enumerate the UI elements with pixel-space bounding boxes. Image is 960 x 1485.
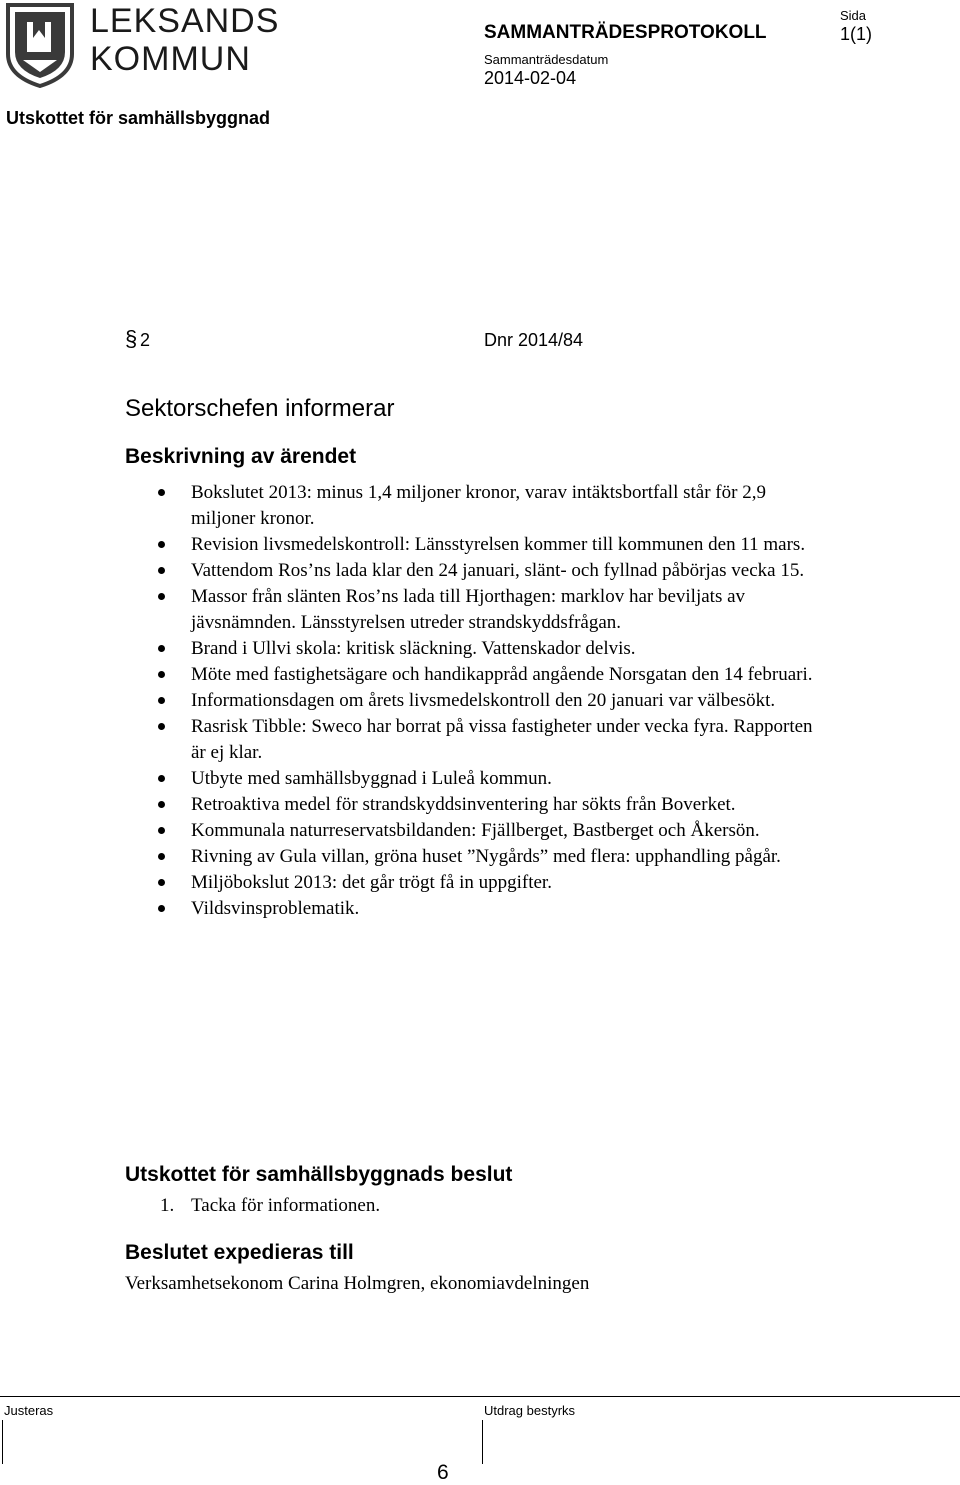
description-list	[125, 480, 815, 922]
document-type: SAMMANTRÄDESPROTOKOLL	[484, 22, 767, 43]
committee-name: Utskottet för samhällsbyggnad	[6, 108, 271, 128]
bullet-icon	[158, 541, 165, 548]
bullet-icon	[158, 827, 165, 834]
bullet-icon	[158, 697, 165, 704]
bullet-icon	[158, 775, 165, 782]
distribution-heading: Beslutet expedieras till	[125, 1241, 354, 1264]
bullet-icon	[158, 645, 165, 652]
list-item: Miljöbokslut 2013: det går trögt få in uppgifter.	[125, 870, 815, 896]
list-item: Vildsvinsproblematik.	[125, 896, 815, 922]
decision-number: 1.	[160, 1195, 175, 1216]
bullet-icon	[158, 879, 165, 886]
decision-heading: Utskottet för samhällsbyggnads beslut	[125, 1163, 513, 1186]
bullet-icon	[158, 853, 165, 860]
signature-box-left	[2, 1420, 3, 1464]
list-item: Rasrisk Tibble: Sweco har borrat på vissa fastigheter under vecka fyra. Rapporten är ej klar.	[125, 714, 815, 766]
bullet-icon	[158, 567, 165, 574]
list-item: Brand i Ullvi skola: kritisk släckning. Vattenskador delvis.	[125, 636, 815, 662]
list-item: Vattendom Ros’ns lada klar den 24 januari, slänt- och fyllnad påbörjas vecka 15.	[125, 558, 815, 584]
case-number: Dnr 2014/84	[484, 330, 584, 350]
footer-label-justeras: Justeras	[4, 1403, 54, 1418]
bullet-icon	[158, 801, 165, 808]
signature-box-right	[482, 1420, 483, 1464]
list-item: Bokslutet 2013: minus 1,4 miljoner kronor, varav intäktsbortfall står för 2,9 miljoner kronor.	[125, 480, 815, 532]
bullet-icon	[158, 671, 165, 678]
distribution-recipient: Verksamhetsekonom Carina Holmgren, ekonomiavdelningen	[125, 1273, 590, 1294]
item-title: Sektorschefen informerar	[125, 395, 395, 422]
logo-line-1: LEKSANDS	[90, 2, 280, 40]
footer-divider	[0, 1396, 960, 1397]
list-item: Revision livsmedelskontroll: Länsstyrelsen kommer till kommunen den 11 mars.	[125, 532, 815, 558]
logo-line-2: KOMMUN	[90, 40, 251, 78]
list-item: Retroaktiva medel för strandskyddsinventering har sökts från Boverket.	[125, 792, 815, 818]
meeting-date-label: Sammanträdesdatum	[484, 52, 609, 67]
bullet-icon	[158, 489, 165, 496]
list-item: Informationsdagen om årets livsmedelskontroll den 20 januari var välbesökt.	[125, 688, 815, 714]
bullet-icon	[158, 593, 165, 600]
footer-label-utdrag: Utdrag bestyrks	[484, 1403, 576, 1418]
description-heading: Beskrivning av ärendet	[125, 445, 357, 468]
paragraph-number: 2	[140, 330, 151, 350]
bullet-icon	[158, 723, 165, 730]
list-item: Massor från slänten Ros’ns lada till Hjorthagen: marklov har beviljats av jävsnämnden. Länsstyrelsen utreder strandskyddsfrågan.	[125, 584, 815, 636]
list-item: Rivning av Gula villan, gröna huset ”Nygårds” med flera: upphandling pågår.	[125, 844, 815, 870]
list-item: Kommunala naturreservatsbildanden: Fjällberget, Bastberget och Åkersön.	[125, 818, 815, 844]
page-label: Sida	[840, 8, 867, 23]
coat-of-arms-icon	[5, 2, 75, 88]
page-count: 1(1)	[840, 24, 873, 44]
meeting-date: 2014-02-04	[484, 68, 577, 88]
bullet-icon	[158, 905, 165, 912]
decision-text: Tacka för informationen.	[191, 1195, 381, 1216]
page-number: 6	[437, 1461, 449, 1484]
decision-item	[160, 1195, 380, 1217]
list-item: Utbyte med samhällsbyggnad i Luleå kommun.	[125, 766, 815, 792]
municipality-logo	[5, 2, 280, 90]
list-item: Möte med fastighetsägare och handikappråd angående Norsgatan den 14 februari.	[125, 662, 815, 688]
paragraph-sign: §	[125, 326, 138, 351]
